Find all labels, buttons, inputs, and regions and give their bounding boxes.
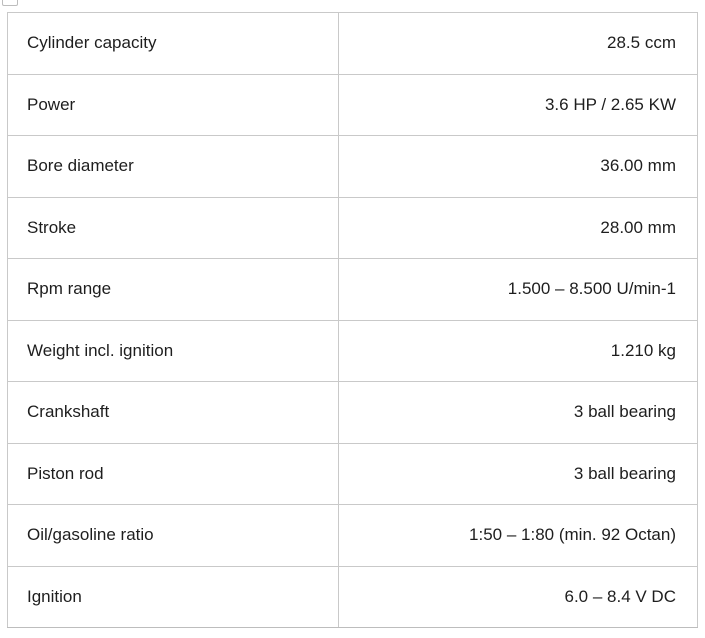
spec-value: 28.5 ccm: [339, 13, 698, 75]
spec-label: Oil/gasoline ratio: [8, 505, 339, 567]
table-row-piston-rod: [8, 443, 698, 505]
spec-value: 6.0 – 8.4 V DC: [339, 566, 698, 628]
table-row-weight: [8, 320, 698, 382]
spec-value: 3 ball bearing: [339, 443, 698, 505]
table-row-crankshaft: [8, 382, 698, 444]
engine-spec-table: [7, 12, 698, 628]
table-row-rpm-range: [8, 259, 698, 321]
table-row-oil-gasoline-ratio: [8, 505, 698, 567]
spec-value: 3.6 HP / 2.65 KW: [339, 74, 698, 136]
table-row-stroke: [8, 197, 698, 259]
spec-value: 3 ball bearing: [339, 382, 698, 444]
table-row-cylinder-capacity: [8, 13, 698, 75]
table-row-bore-diameter: [8, 136, 698, 198]
spec-value: 1.210 kg: [339, 320, 698, 382]
spec-label: Ignition: [8, 566, 339, 628]
table-row-power: [8, 74, 698, 136]
spec-label: Rpm range: [8, 259, 339, 321]
spec-label: Stroke: [8, 197, 339, 259]
cropped-element-fragment: [2, 0, 18, 6]
table-row-ignition: [8, 566, 698, 628]
spec-table-body: [8, 13, 698, 628]
spec-label: Weight incl. ignition: [8, 320, 339, 382]
spec-label: Power: [8, 74, 339, 136]
spec-value: 28.00 mm: [339, 197, 698, 259]
spec-value: 36.00 mm: [339, 136, 698, 198]
spec-value: 1.500 – 8.500 U/min-1: [339, 259, 698, 321]
spec-label: Bore diameter: [8, 136, 339, 198]
spec-label: Cylinder capacity: [8, 13, 339, 75]
spec-value: 1:50 – 1:80 (min. 92 Octan): [339, 505, 698, 567]
spec-label: Crankshaft: [8, 382, 339, 444]
spec-label: Piston rod: [8, 443, 339, 505]
